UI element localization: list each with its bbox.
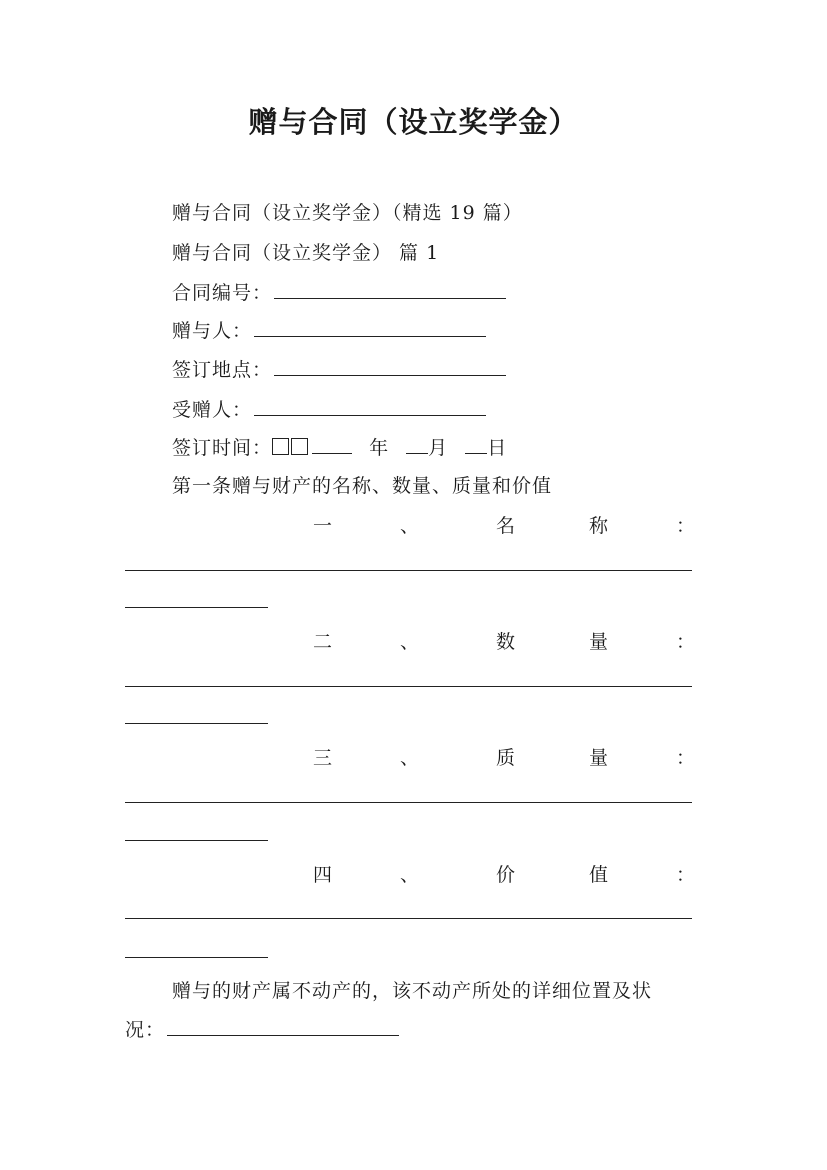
donee-blank — [254, 414, 486, 416]
item-char: 量 — [589, 631, 609, 653]
contract-number-blank — [274, 297, 506, 299]
fill-in-rule-short — [125, 723, 268, 724]
fill-in-rule — [125, 570, 692, 571]
item-number: 三 — [313, 747, 333, 769]
item-char: 名 — [496, 515, 516, 537]
fill-in-rule-short — [125, 957, 268, 958]
item-number: 二 — [313, 631, 333, 653]
fill-in-rule-short — [125, 607, 268, 608]
donor-row — [172, 316, 486, 343]
item-char: 量 — [589, 747, 609, 769]
sign-time-label: 签订时间： — [172, 437, 273, 459]
fill-in-rule-short — [125, 840, 268, 841]
item-separator: 、 — [400, 747, 420, 769]
contract-number-row — [172, 278, 506, 305]
item-separator: 、 — [400, 631, 420, 653]
sign-place-row — [172, 355, 506, 382]
real-estate-paragraph-line1: 赠与的财产属不动产的，该不动产所处的详细位置及状 — [172, 980, 653, 1002]
item-char: 数 — [496, 631, 516, 653]
month-label: 月 — [428, 437, 449, 459]
day-label: 日 — [487, 437, 508, 459]
real-estate-blank — [167, 1034, 399, 1036]
item-colon: ： — [676, 864, 696, 886]
item-number: 一 — [313, 515, 333, 537]
month-blank — [406, 452, 428, 454]
part-heading: 赠与合同（设立奖学金） 篇 1 — [172, 242, 440, 264]
donor-label: 赠与人： — [172, 320, 253, 342]
fill-in-rule — [125, 686, 692, 687]
item-colon: ： — [676, 747, 696, 769]
item-colon: ： — [676, 515, 696, 537]
donee-label: 受赠人： — [172, 399, 253, 421]
real-estate-label: 况： — [125, 1019, 166, 1041]
item-number: 四 — [313, 864, 333, 886]
donor-blank — [254, 335, 486, 337]
box-glyph-icon — [291, 438, 308, 455]
real-estate-paragraph-line2 — [125, 1015, 399, 1042]
item-char: 质 — [496, 747, 516, 769]
article-one-heading: 第一条赠与财产的名称、数量、质量和价值 — [172, 475, 553, 497]
document-subtitle: 赠与合同（设立奖学金）（精选 19 篇） — [172, 202, 523, 224]
sign-time-row — [172, 433, 507, 460]
item-colon: ： — [676, 631, 696, 653]
item-char: 价 — [496, 864, 516, 886]
day-blank — [465, 452, 487, 454]
item-char: 称 — [589, 515, 609, 537]
item-char: 值 — [589, 864, 609, 886]
contract-number-label: 合同编号： — [172, 282, 273, 304]
item-separator: 、 — [400, 515, 420, 537]
donee-row — [172, 395, 486, 422]
year-label: 年 — [369, 437, 390, 459]
sign-place-label: 签订地点： — [172, 359, 273, 381]
document-title: 赠与合同（设立奖学金） — [248, 105, 579, 139]
box-glyph-icon — [272, 438, 289, 455]
sign-place-blank — [274, 374, 506, 376]
fill-in-rule — [125, 918, 692, 919]
fill-in-rule — [125, 802, 692, 803]
year-blank — [312, 452, 352, 454]
item-separator: 、 — [400, 864, 420, 886]
